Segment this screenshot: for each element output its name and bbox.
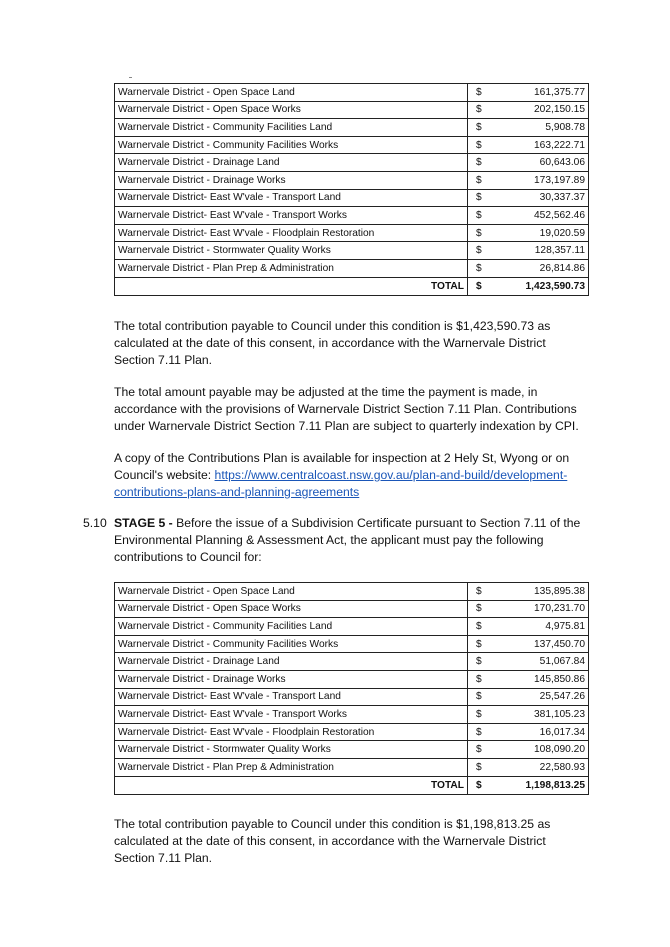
total-row	[115, 277, 589, 295]
row-amount: 381,105.23	[489, 706, 589, 724]
row-currency: $	[468, 635, 490, 653]
paragraph-total-contribution-2: The total contribution payable to Council under this condition is $1,198,813.25 as calculated at the date of this consent, in accordance with the Warnervale District Section 7.11 Plan.	[114, 817, 551, 865]
table-row	[115, 706, 589, 724]
total-currency: $	[468, 776, 490, 794]
paragraph-contributions-plan	[114, 450, 584, 501]
row-amount: 30,337.37	[489, 189, 589, 207]
row-currency: $	[468, 207, 490, 225]
table-row	[115, 758, 589, 776]
row-amount: 22,580.93	[489, 758, 589, 776]
row-amount: 170,231.70	[489, 600, 589, 618]
row-description: Warnervale District - Plan Prep & Administration	[115, 259, 468, 277]
table-row	[115, 84, 589, 102]
row-description: Warnervale District - Stormwater Quality Works	[115, 242, 468, 260]
row-currency: $	[468, 119, 490, 137]
row-amount: 202,150.15	[489, 101, 589, 119]
total-row	[115, 776, 589, 794]
row-currency: $	[468, 670, 490, 688]
row-description: Warnervale District - Community Facilities Land	[115, 618, 468, 636]
row-description: Warnervale District- East W'vale - Transport Works	[115, 706, 468, 724]
row-currency: $	[468, 723, 490, 741]
table-row	[115, 618, 589, 636]
row-description: Warnervale District - Drainage Works	[115, 670, 468, 688]
row-description: Warnervale District - Drainage Works	[115, 171, 468, 189]
table-row	[115, 242, 589, 260]
row-description: Warnervale District- East W'vale - Floodplain Restoration	[115, 723, 468, 741]
table-row	[115, 723, 589, 741]
contributions-table-stage5	[114, 582, 589, 795]
table-row	[115, 171, 589, 189]
row-description: Warnervale District - Open Space Land	[115, 583, 468, 601]
row-amount: 161,375.77	[489, 84, 589, 102]
row-amount: 137,450.70	[489, 635, 589, 653]
table-row	[115, 119, 589, 137]
contributions-table-body	[115, 84, 589, 296]
row-amount: 25,547.26	[489, 688, 589, 706]
row-currency: $	[468, 224, 490, 242]
stage-description: Before the issue of a Subdivision Certificate pursuant to Section 7.11 of the Environmental Planning & Assessment Act, the applicant must pay the following contributions to Council for:	[114, 516, 581, 564]
row-currency: $	[468, 171, 490, 189]
row-currency: $	[468, 706, 490, 724]
row-amount: 173,197.89	[489, 171, 589, 189]
section-stage5-text	[114, 515, 584, 566]
row-amount: 60,643.06	[489, 154, 589, 172]
table-row	[115, 136, 589, 154]
row-currency: $	[468, 242, 490, 260]
row-amount: 128,357.11	[489, 242, 589, 260]
row-amount: 145,850.86	[489, 670, 589, 688]
row-description: Warnervale District - Open Space Works	[115, 101, 468, 119]
stage-label: STAGE 5 -	[114, 516, 173, 530]
row-description: Warnervale District - Drainage Land	[115, 154, 468, 172]
total-label: TOTAL	[115, 277, 468, 295]
row-amount: 163,222.71	[489, 136, 589, 154]
table-row	[115, 189, 589, 207]
row-currency: $	[468, 101, 490, 119]
row-currency: $	[468, 84, 490, 102]
row-description: Warnervale District - Community Facilities Works	[115, 136, 468, 154]
row-description: Warnervale District - Community Facilities Land	[115, 119, 468, 137]
paragraph-total-contribution-1: The total contribution payable to Council under this condition is $1,423,590.73 as calculated at the date of this consent, in accordance with the Warnervale District Section 7.11 Plan.	[114, 319, 551, 367]
row-description: Warnervale District- East W'vale - Floodplain Restoration	[115, 224, 468, 242]
row-amount: 135,895.38	[489, 583, 589, 601]
scan-mark	[129, 77, 132, 78]
table-row	[115, 600, 589, 618]
row-amount: 26,814.86	[489, 259, 589, 277]
table-row	[115, 583, 589, 601]
row-description: Warnervale District- East W'vale - Transport Works	[115, 207, 468, 225]
row-currency: $	[468, 741, 490, 759]
section-number: 5.10	[83, 516, 107, 530]
total-amount: 1,423,590.73	[489, 277, 589, 295]
row-currency: $	[468, 618, 490, 636]
row-currency: $	[468, 259, 490, 277]
row-description: Warnervale District - Drainage Land	[115, 653, 468, 671]
table-row	[115, 688, 589, 706]
table-row	[115, 207, 589, 225]
contributions-table-body	[115, 583, 589, 795]
total-currency: $	[468, 277, 490, 295]
row-description: Warnervale District - Open Space Works	[115, 600, 468, 618]
paragraph-adjustment: The total amount payable may be adjusted at the time the payment is made, in accordance with the provisions of Warnervale District Section 7.11 Plan. Contributions under Warnervale District Section 7.11 Plan are subject to quarterly indexation by CPI.	[114, 385, 579, 433]
row-description: Warnervale District - Open Space Land	[115, 84, 468, 102]
row-currency: $	[468, 583, 490, 601]
row-currency: $	[468, 758, 490, 776]
row-amount: 4,975.81	[489, 618, 589, 636]
contributions-plan-text: A copy of the Contributions Plan is available for inspection at 2 Hely St, Wyong or on Council's website:	[114, 451, 570, 482]
council-website-link[interactable]: https://www.centralcoast.nsw.gov.au/plan-and-build/development-contributions-plans-and-planning-agreements	[114, 468, 568, 499]
table-row	[115, 653, 589, 671]
table-row	[115, 154, 589, 172]
table-row	[115, 670, 589, 688]
contributions-table-stage4	[114, 83, 589, 296]
row-currency: $	[468, 653, 490, 671]
row-description: Warnervale District- East W'vale - Transport Land	[115, 688, 468, 706]
row-description: Warnervale District - Stormwater Quality Works	[115, 741, 468, 759]
total-label: TOTAL	[115, 776, 468, 794]
row-currency: $	[468, 600, 490, 618]
table-row	[115, 259, 589, 277]
table-row	[115, 741, 589, 759]
row-currency: $	[468, 154, 490, 172]
row-amount: 16,017.34	[489, 723, 589, 741]
table-row	[115, 101, 589, 119]
total-amount: 1,198,813.25	[489, 776, 589, 794]
row-amount: 5,908.78	[489, 119, 589, 137]
table-row	[115, 635, 589, 653]
row-description: Warnervale District- East W'vale - Transport Land	[115, 189, 468, 207]
row-currency: $	[468, 136, 490, 154]
row-amount: 51,067.84	[489, 653, 589, 671]
row-currency: $	[468, 189, 490, 207]
row-amount: 452,562.46	[489, 207, 589, 225]
row-amount: 108,090.20	[489, 741, 589, 759]
row-currency: $	[468, 688, 490, 706]
table-row	[115, 224, 589, 242]
row-description: Warnervale District - Community Facilities Works	[115, 635, 468, 653]
row-amount: 19,020.59	[489, 224, 589, 242]
row-description: Warnervale District - Plan Prep & Administration	[115, 758, 468, 776]
